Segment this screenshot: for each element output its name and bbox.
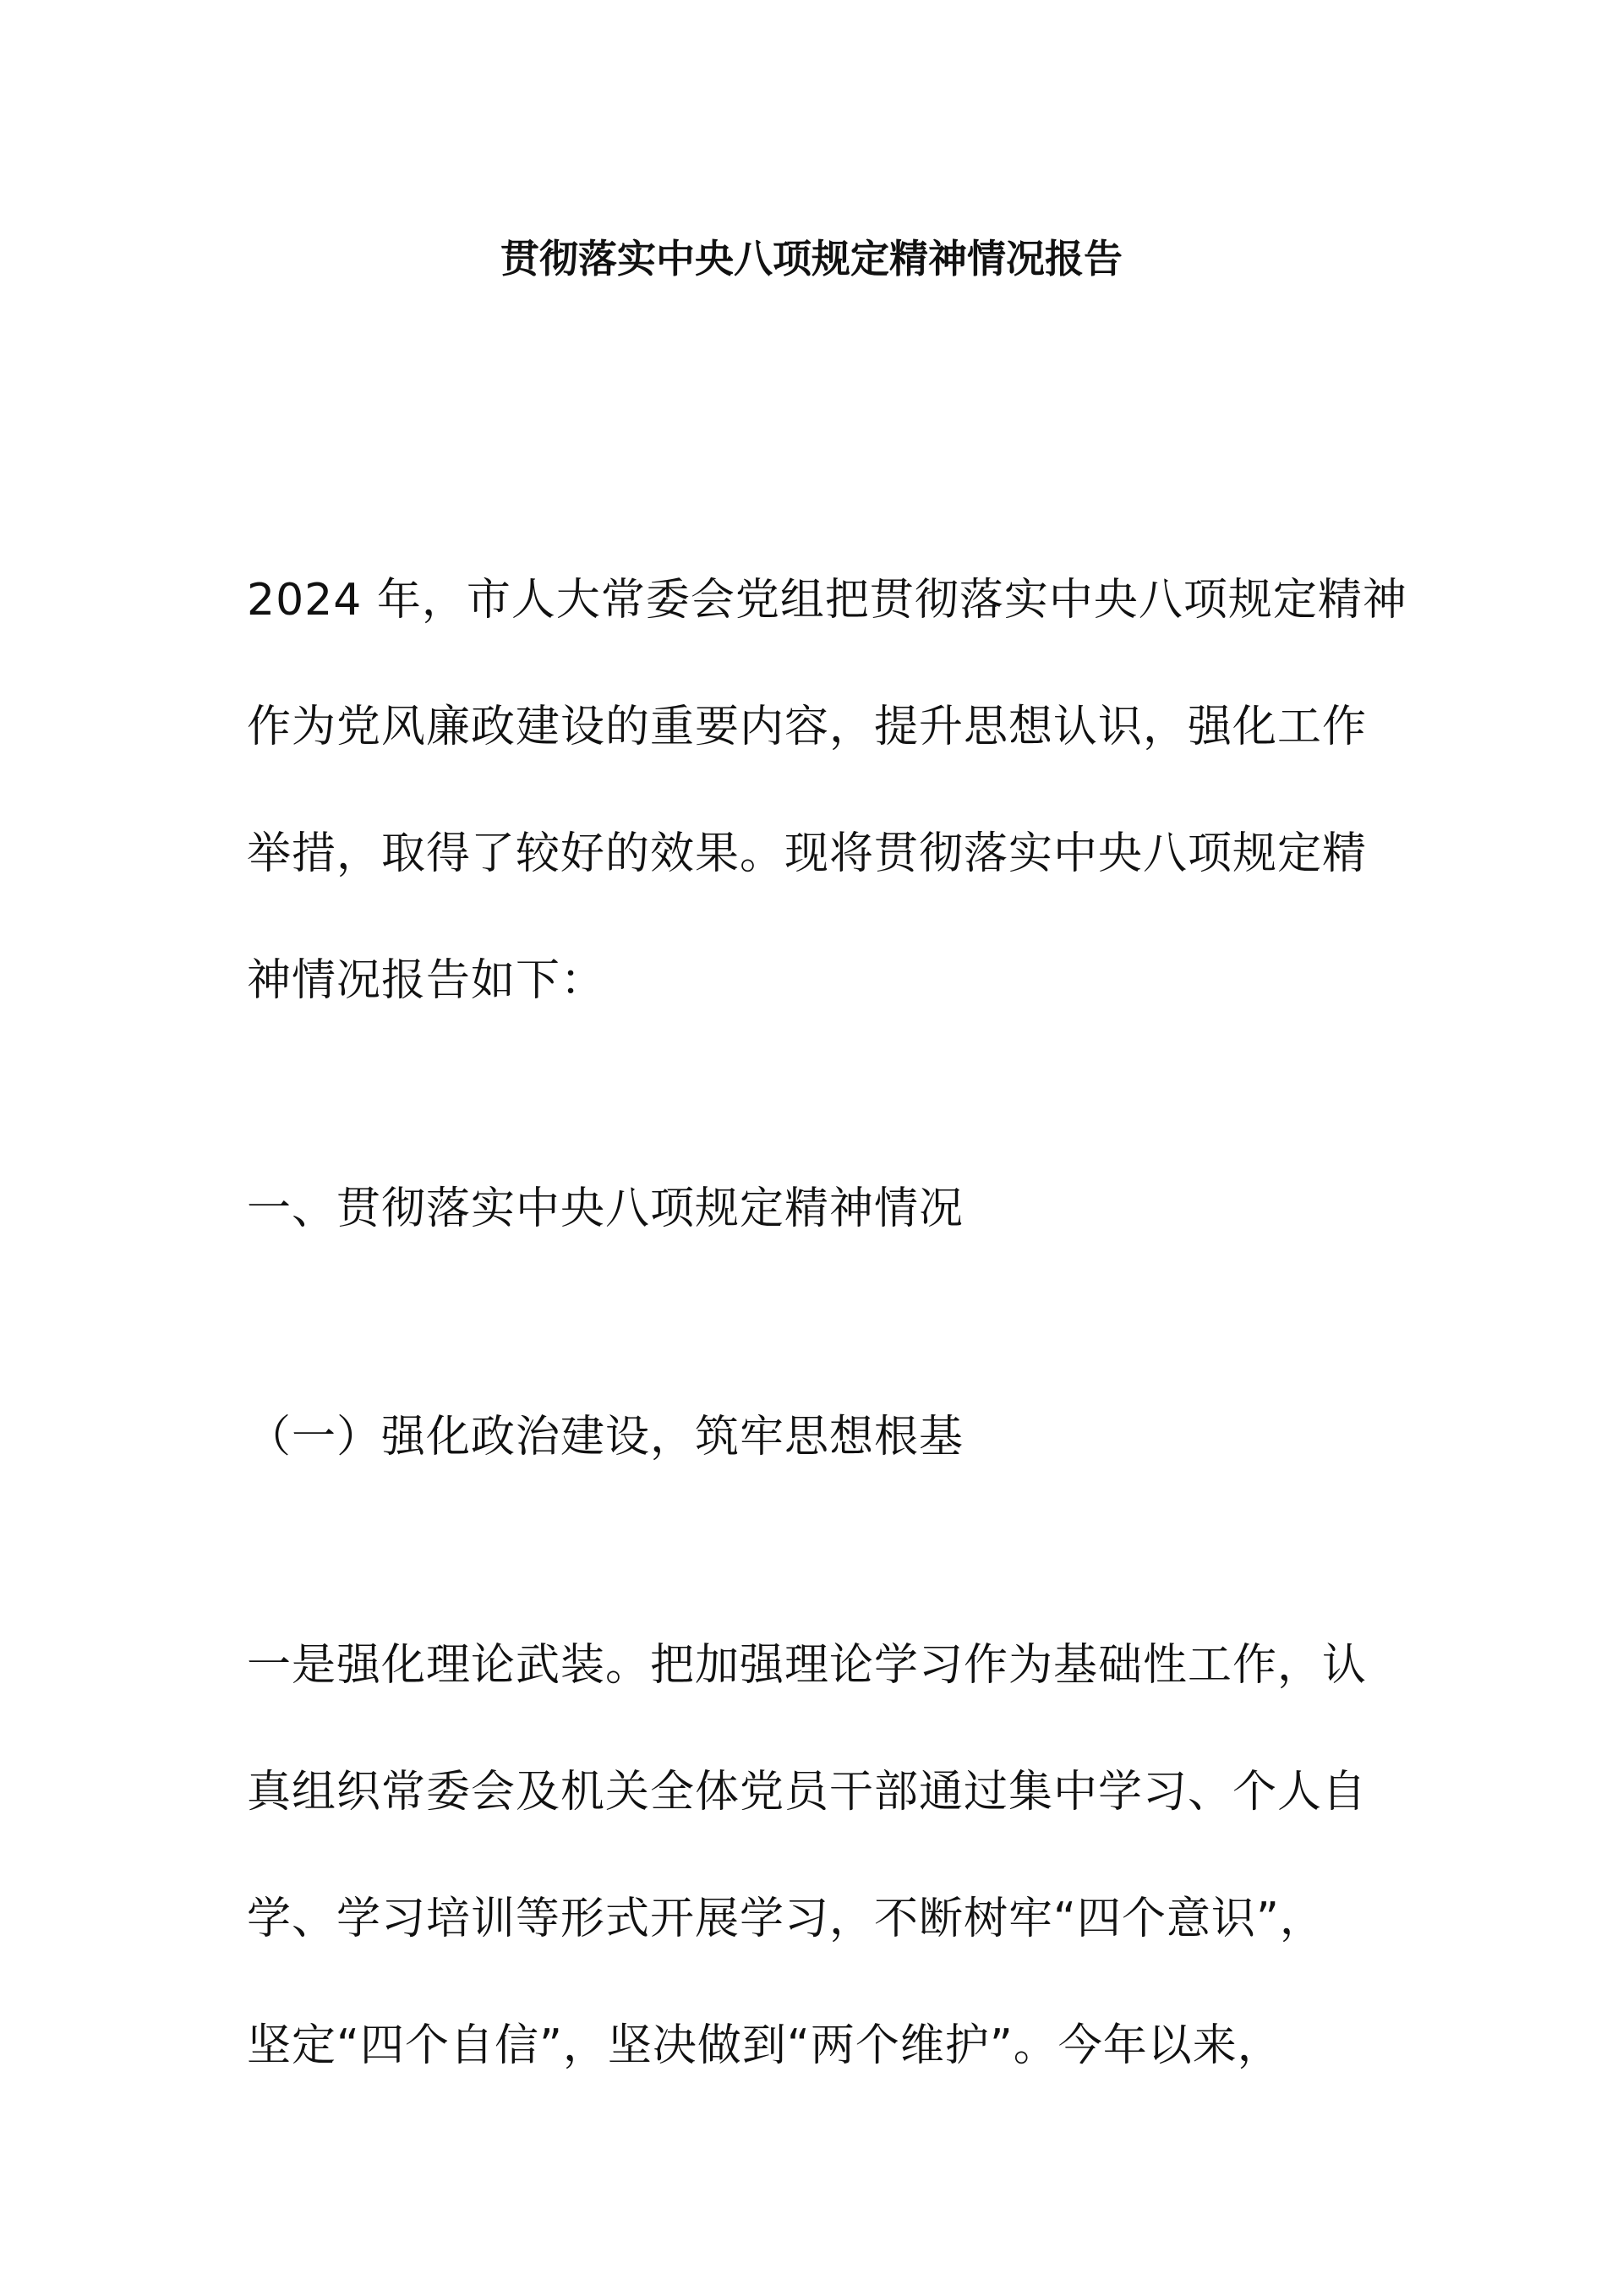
- intro-line-1: 2024 年，市人大常委会党组把贯彻落实中央八项规定精神: [247, 575, 1407, 626]
- body-line-3: 学、学习培训等形式开展学习，不断树牢“四个意识”，: [247, 1894, 1325, 1944]
- intro-line-3: 举措，取得了较好的效果。现将贯彻落实中央八项规定精: [247, 828, 1368, 879]
- body-line-4: 坚定“四个自信”，坚决做到“两个维护”。今年以来，: [247, 2020, 1282, 2071]
- document-title: 贯彻落实中央八项规定精神情况报告: [500, 236, 1123, 282]
- body-line-1: 一是强化理论武装。把加强理论学习作为基础性工作，认: [247, 1640, 1368, 1691]
- section-heading: 一、贯彻落实中央八项规定精神情况: [247, 1184, 965, 1234]
- intro-line-4: 神情况报告如下：: [247, 955, 606, 1006]
- subsection-heading: （一）强化政治建设，筑牢思想根基: [247, 1412, 965, 1462]
- intro-line-2: 作为党风廉政建设的重要内容，提升思想认识，强化工作: [247, 702, 1368, 752]
- body-line-2: 真组织常委会及机关全体党员干部通过集中学习、个人自: [247, 1767, 1368, 1818]
